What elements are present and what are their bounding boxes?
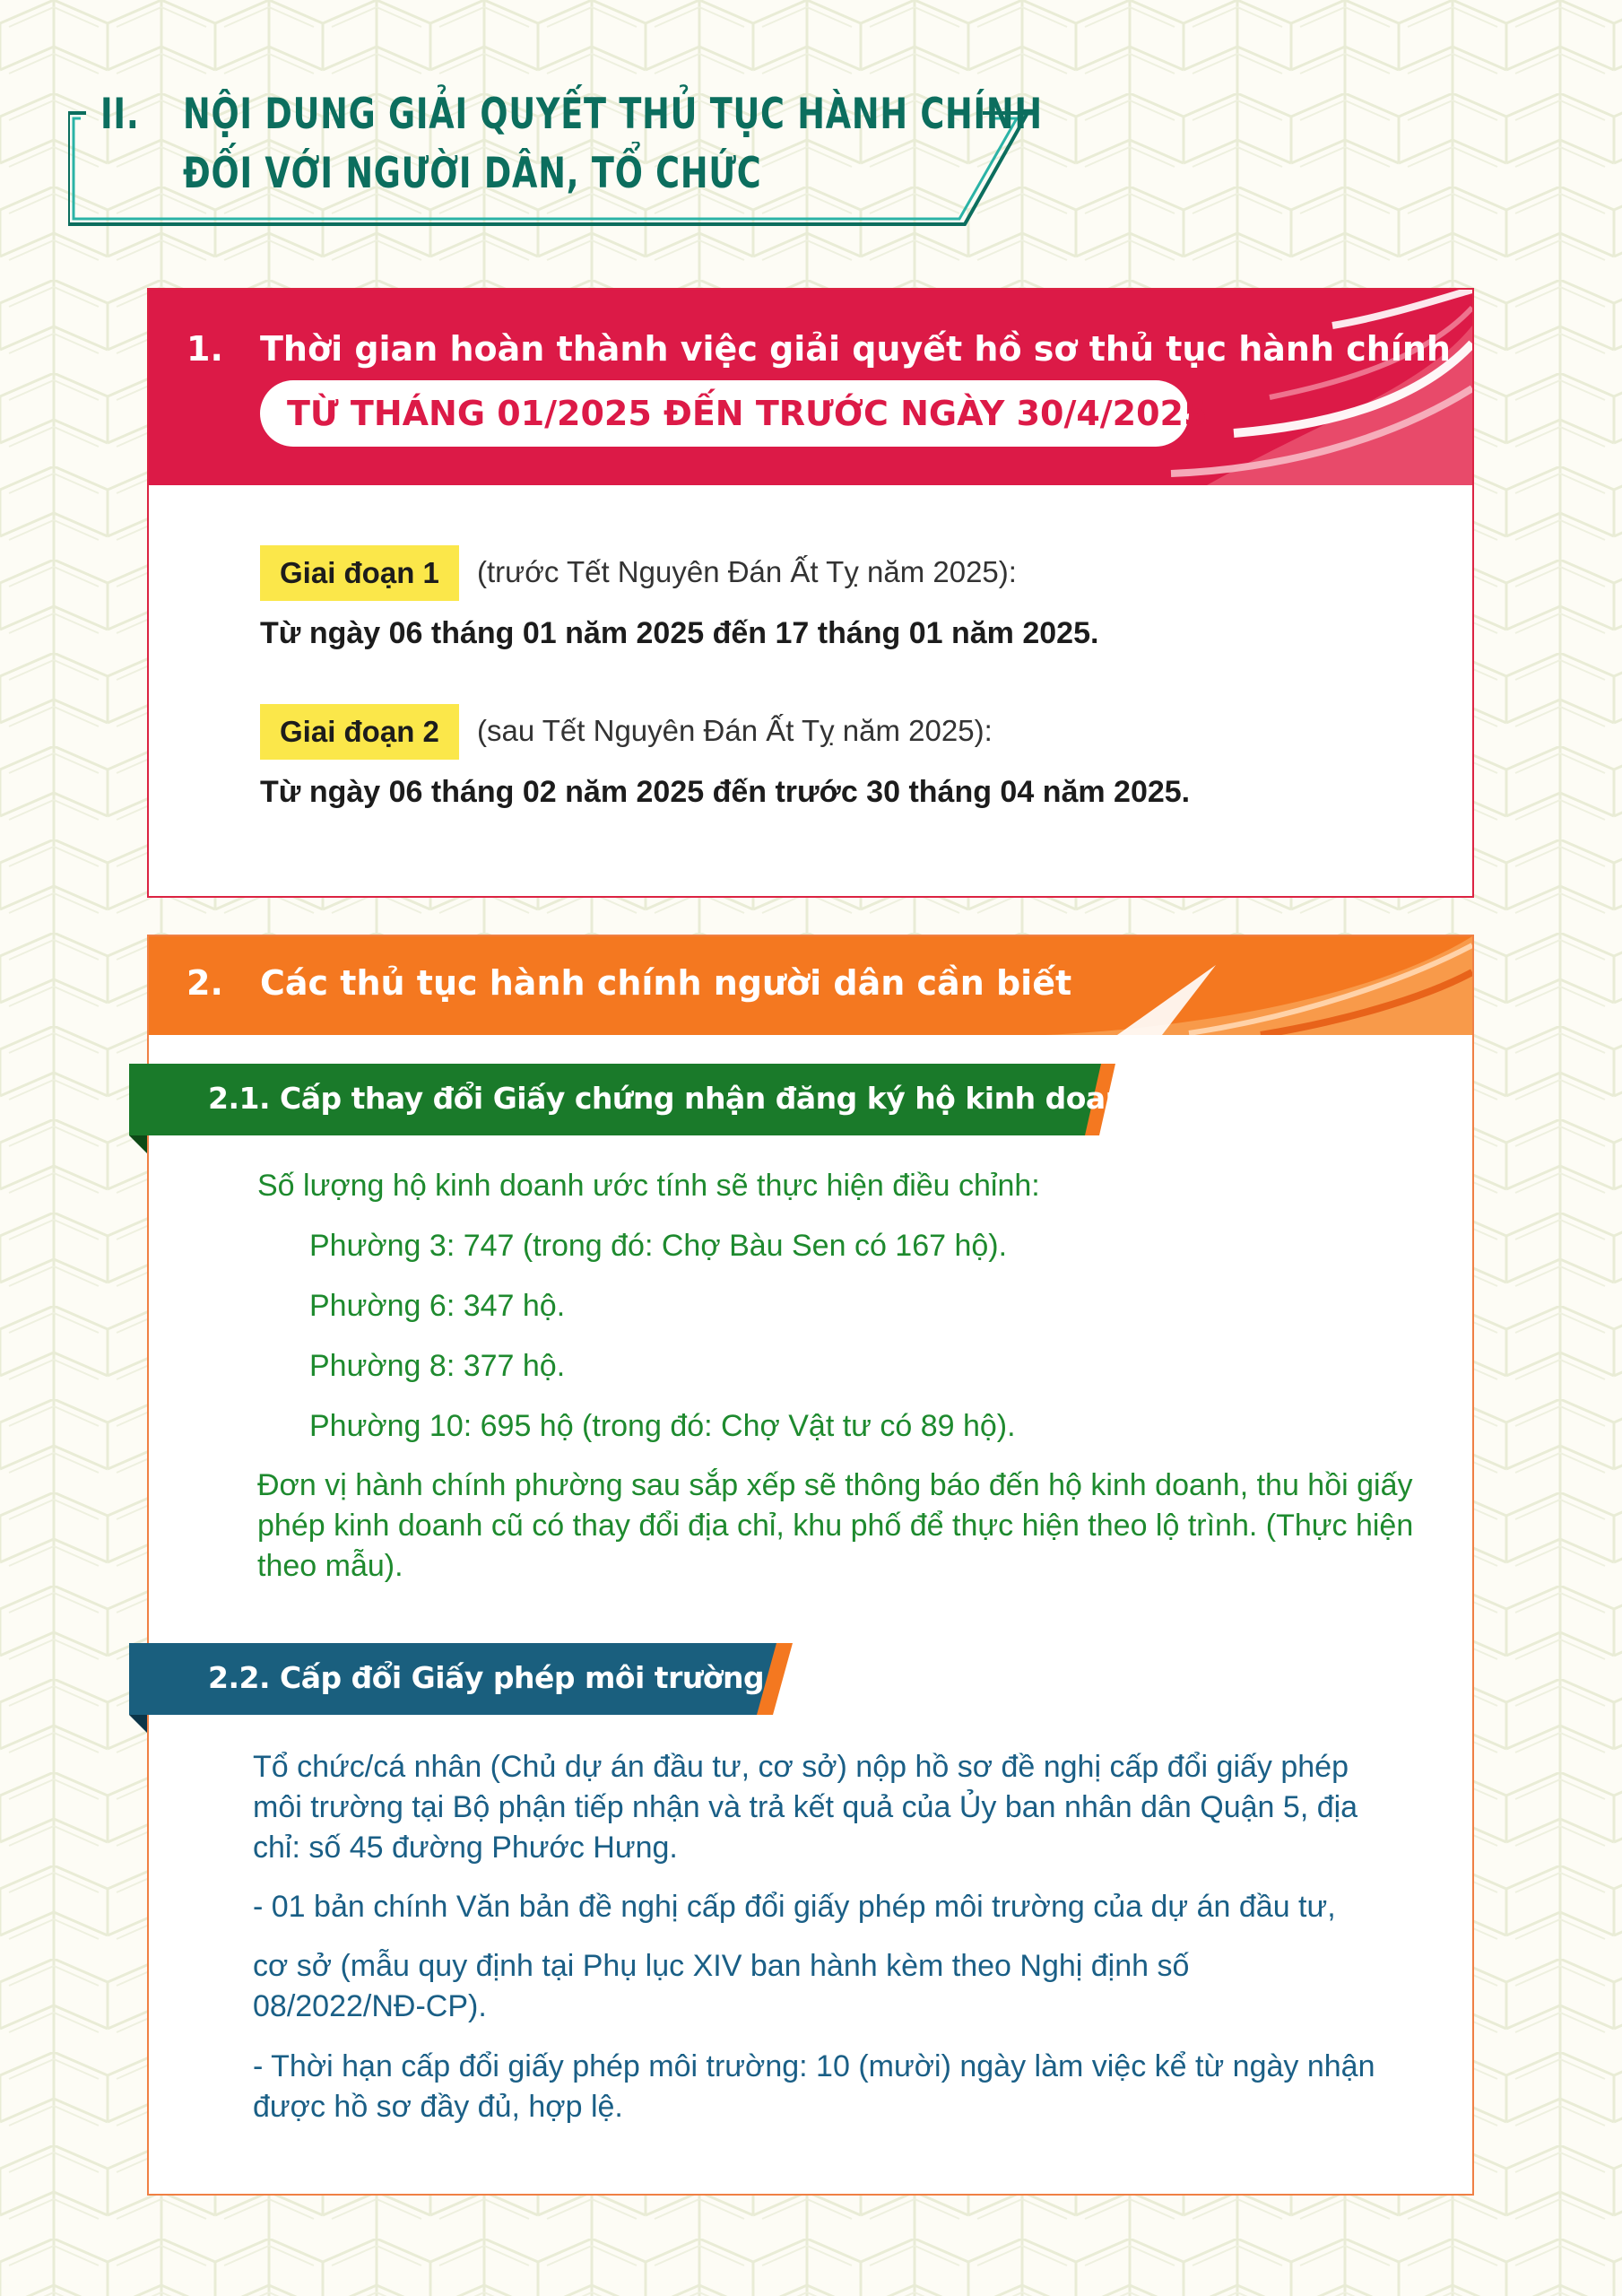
card1-title: Thời gian hoàn thành việc giải quyết hồ sơ thủ tục hành chính <box>260 329 1451 369</box>
ward-6-count: Phường 6: 347 hộ. <box>309 1289 566 1323</box>
permit-item1-line1: - 01 bản chính Văn bản đề nghị cấp đổi giấy phép môi trường của dự án đầu tư, <box>253 1890 1336 1924</box>
section-title-line2: ĐỐI VỚI NGƯỜI DÂN, TỔ CHỨC <box>183 149 762 198</box>
procedures-header <box>149 936 1472 1035</box>
card2-number: 2. <box>186 963 223 1003</box>
ward-notice-text: Đơn vị hành chính phường sau sắp xếp sẽ thông báo đến hộ kinh doanh, thu hồi giấy phép kinh doanh cũ có thay đổi địa chỉ, khu phố để thực hiện theo lộ trình. (Thực hiện theo mẫu). <box>257 1468 1414 1583</box>
phase2-badge: Giai đoạn 2 <box>260 704 459 760</box>
subsection-2-1-title: 2.1. Cấp thay đổi Giấy chứng nhận đăng ký hộ kinh doanh <box>208 1081 1147 1116</box>
ward-10-count: Phường 10: 695 hộ (trong đó: Chợ Vật tư có 89 hộ). <box>309 1409 1016 1443</box>
ward-8-count: Phường 8: 377 hộ. <box>309 1349 566 1383</box>
ward-3-count: Phường 3: 747 (trong đó: Chợ Bàu Sen có 167 hộ). <box>309 1229 1008 1263</box>
section-number: II. <box>100 90 140 139</box>
phase2-dates: Từ ngày 06 tháng 02 năm 2025 đến trước 30 tháng 04 năm 2025. <box>260 775 1191 809</box>
permit-item2-text: - Thời hạn cấp đổi giấy phép môi trường: 10 (mười) ngày làm việc kể từ ngày nhận được hồ sơ đầy đủ, hợp lệ. <box>253 2049 1375 2124</box>
phase1-badge: Giai đoạn 1 <box>260 545 459 601</box>
permit-item1-line2: cơ sở (mẫu quy định tại Phụ lục XIV ban hành kèm theo Nghị định số 08/2022/NĐ-CP). <box>253 1949 1190 2023</box>
phase1-dates: Từ ngày 06 tháng 01 năm 2025 đến 17 tháng 01 năm 2025. <box>260 616 1099 650</box>
permit-intro-text: Tổ chức/cá nhân (Chủ dự án đầu tư, cơ sở) nộp hồ sơ đề nghị cấp đổi giấy phép môi trường tại Bộ phận tiếp nhận và trả kết quả của Ủy ban nhân dân Quận 5, địa chỉ: số 45 đường Phước Hưng. <box>253 1750 1358 1865</box>
completion-time-card <box>147 288 1474 898</box>
section-title-line1: NỘI DUNG GIẢI QUYẾT THỦ TỤC HÀNH CHÍNH <box>183 90 1043 139</box>
phase2-note: (sau Tết Nguyên Đán Ất Tỵ năm 2025): <box>477 714 993 747</box>
household-intro: Số lượng hộ kinh doanh ước tính sẽ thực hiện điều chỉnh: <box>257 1169 1040 1203</box>
completion-time-header <box>149 290 1472 485</box>
date-range-pill: TỪ THÁNG 01/2025 ĐẾN TRƯỚC NGÀY 30/4/2025 <box>260 380 1189 447</box>
subsection-2-2-title: 2.2. Cấp đổi Giấy phép môi trường <box>208 1660 765 1695</box>
card2-title: Các thủ tục hành chính người dân cần biết <box>260 963 1072 1003</box>
phase1-note: (trước Tết Nguyên Đán Ất Tỵ năm 2025): <box>477 555 1017 588</box>
card1-number: 1. <box>186 329 223 369</box>
